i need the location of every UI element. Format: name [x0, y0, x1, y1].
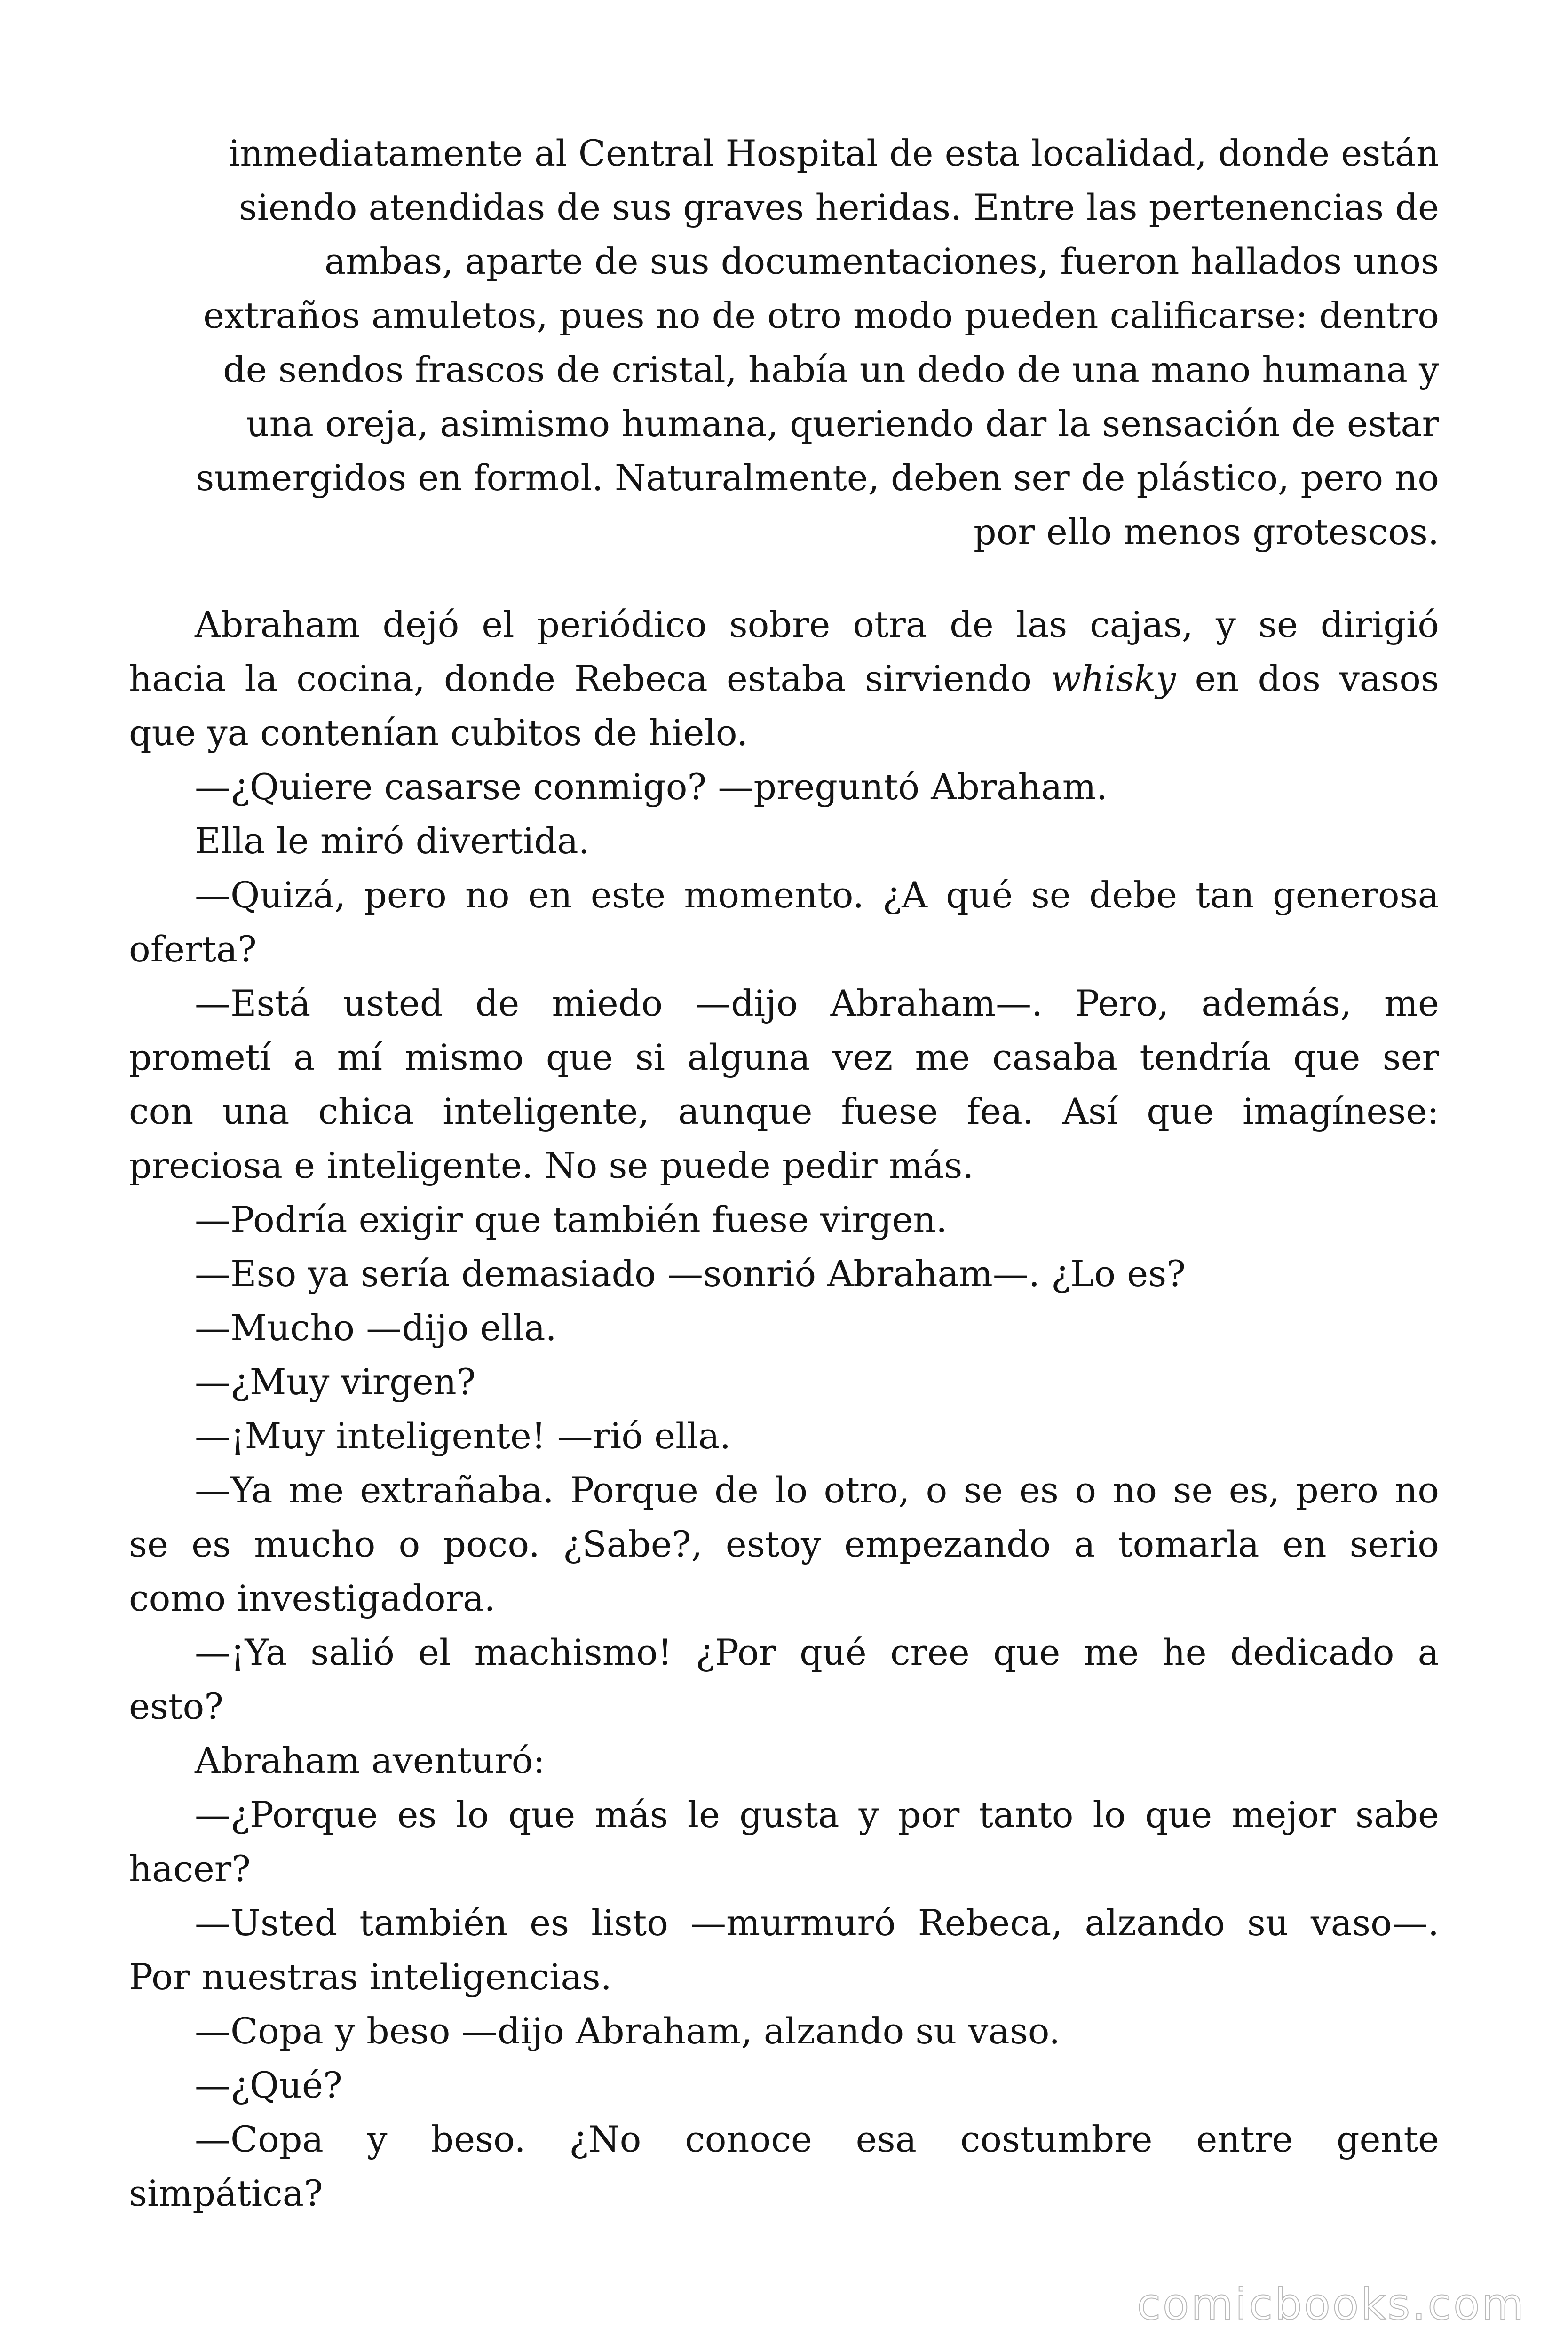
text-line: —Copa y beso —dijo Abraham, alzando su vaso.: [195, 2010, 1061, 2052]
text-line: —¿Qué?: [195, 2064, 342, 2106]
excerpt-line: siendo atendidas de sus graves heridas. Entre las pertenencias de: [238, 186, 1439, 228]
text-line: hacer?: [129, 1848, 251, 1890]
italic-word: whisky: [1051, 658, 1176, 699]
text-line: —Eso ya sería demasiado —sonrió Abraham—. ¿Lo es?: [195, 1253, 1186, 1295]
site-watermark: comicbooks.com: [1137, 2279, 1526, 2329]
narrative-text: [129, 597, 1439, 2220]
text-line: —Copa y beso. ¿No conoce esa costumbre entre gente: [195, 2118, 1439, 2160]
text-line: se es mucho o poco. ¿Sabe?, estoy empezando a tomarla en serio: [129, 1523, 1439, 1565]
text-line: Por nuestras inteligencias.: [129, 1956, 612, 1998]
text-line: simpática?: [129, 2172, 323, 2214]
excerpt-line: inmediatamente al Central Hospital de esta localidad, donde están: [228, 132, 1439, 174]
text-line: —¿Quiere casarse conmigo? —preguntó Abraham.: [195, 766, 1108, 808]
text-line: —¿Porque es lo que más le gusta y por tanto lo que mejor sabe: [195, 1794, 1439, 1836]
text-line: —Mucho —dijo ella.: [195, 1307, 557, 1349]
text-line: como investigadora.: [129, 1577, 496, 1619]
text-line: —Podría exigir que también fuese virgen.: [195, 1199, 948, 1240]
text-line: Abraham aventuró:: [195, 1740, 546, 1781]
text-line: —Quizá, pero no en este momento. ¿A qué se debe tan generosa: [195, 874, 1439, 916]
text-line: —¡Muy inteligente! —rió ella.: [195, 1415, 731, 1457]
text-line: que ya contenían cubitos de hielo.: [129, 712, 748, 754]
text-line: prometí a mí mismo que si alguna vez me casaba tendría que ser: [129, 1036, 1439, 1078]
excerpt-line: de sendos frascos de cristal, había un dedo de una mano humana y: [223, 349, 1439, 390]
text-line: —¡Ya salió el machismo! ¿Por qué cree que me he dedicado a: [195, 1631, 1439, 1673]
excerpt-line: ambas, aparte de sus documentaciones, fueron hallados unos: [324, 240, 1439, 282]
text-line: oferta?: [129, 928, 257, 970]
text-line: Abraham dejó el periódico sobre otra de las cajas, y se dirigió: [195, 604, 1439, 645]
excerpt-line: sumergidos en formol. Naturalmente, deben ser de plástico, pero no: [196, 457, 1439, 499]
text-line: esto?: [129, 1685, 224, 1727]
text-line: [129, 652, 1439, 706]
text-line: Ella le miró divertida.: [195, 820, 590, 862]
text-fragment: hacia la cocina, donde Rebeca estaba sirviendo: [129, 658, 1051, 699]
text-line: preciosa e inteligente. No se puede pedir más.: [129, 1144, 974, 1186]
text-line: —Usted también es listo —murmuró Rebeca, alzando su vaso—.: [195, 1902, 1439, 1944]
text-fragment: en dos vasos: [1176, 658, 1439, 699]
excerpt-line: extraños amuletos, pues no de otro modo pueden calificarse: dentro: [203, 294, 1439, 336]
text-line: con una chica inteligente, aunque fuese fea. Así que imagínese:: [129, 1090, 1439, 1132]
excerpt-line: por ello menos grotescos.: [973, 511, 1439, 553]
excerpt-line: una oreja, asimismo humana, queriendo dar la sensación de estar: [246, 403, 1439, 445]
newspaper-excerpt: [136, 126, 1439, 559]
text-line: —Ya me extrañaba. Porque de lo otro, o se es o no se es, pero no: [195, 1469, 1439, 1511]
text-line: —Está usted de miedo —dijo Abraham—. Pero, además, me: [195, 982, 1439, 1024]
text-line: —¿Muy virgen?: [195, 1361, 476, 1403]
